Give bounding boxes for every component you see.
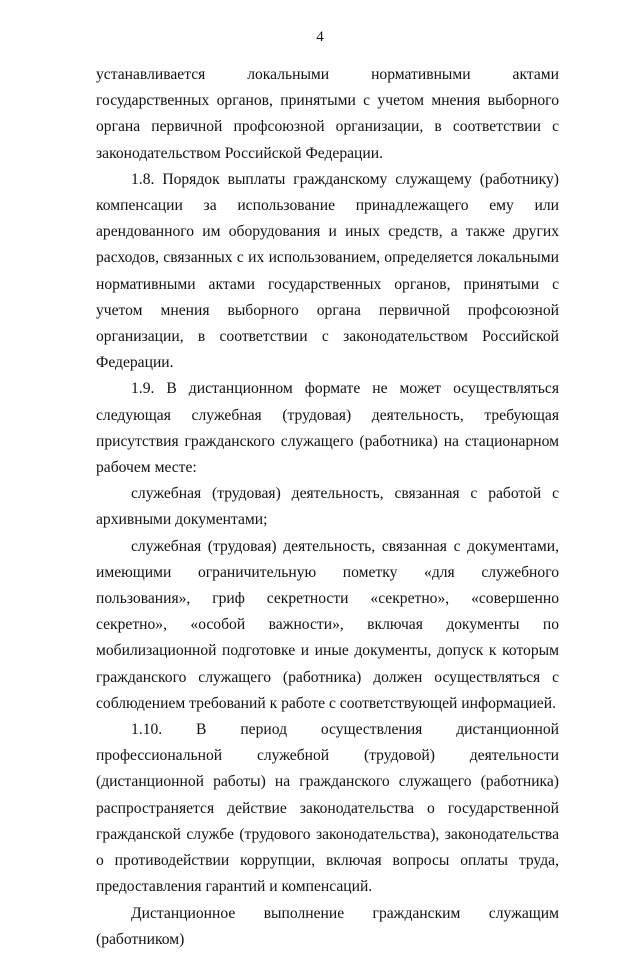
page-number: 4 xyxy=(316,29,324,45)
paragraph-continuation: устанавливается локальными нормативными актами государственных органов, принятыми с учетом мнения выборного органа первичной профсоюзной организации, в соответствии с законодательством Российской Федерации. xyxy=(96,66,559,162)
paragraph-1-8: 1.8. Порядок выплаты гражданскому служащему (работнику) компенсации за использование принадлежащего ему или арендованного им оборудования и иных средств, а также других расходов, связанных с их использованием, определяется локальными нормативными актами государственных органов, принятыми с учетом мнения выборного органа первичной профсоюзной организации, в соответствии с законодательством Российской Федерации. xyxy=(96,170,559,372)
paragraph-remote-execution: Дистанционное выполнение гражданским служащим (работником) xyxy=(96,904,559,948)
paragraph-1-9: 1.9. В дистанционном формате не может осуществляться следующая служебная (трудовая) деятельность, требующая присутствия гражданского служащего (работника) на стационарном рабочем месте: xyxy=(96,380,559,477)
paragraph-restricted-documents: служебная (трудовая) деятельность, связанная с документами, имеющими ограничительную пометку «для служебного пользования», гриф секретности «секретно», «совершенно секретно», «особой важности», включая документы по мобилизационной подготовке и иные документы, допуск к которым гражданского служащего (работника) должен осуществляться с соблюдением требований к работе с соответствующей информацией. xyxy=(96,537,559,712)
document-body xyxy=(96,62,559,953)
paragraph-1-10: 1.10. В период осуществления дистанционной профессиональной служебной (трудовой) деятельности (дистанционной работы) на гражданского служащего (работника) распространяется действие законодательства о государственной гражданской службе (трудового законодательства), законодательства о противодействии коррупции, включая вопросы оплаты труда, предоставления гарантий и компенсаций. xyxy=(96,721,559,896)
paragraph-archive-documents: служебная (трудовая) деятельность, связанная с работой с архивными документами; xyxy=(96,485,559,529)
